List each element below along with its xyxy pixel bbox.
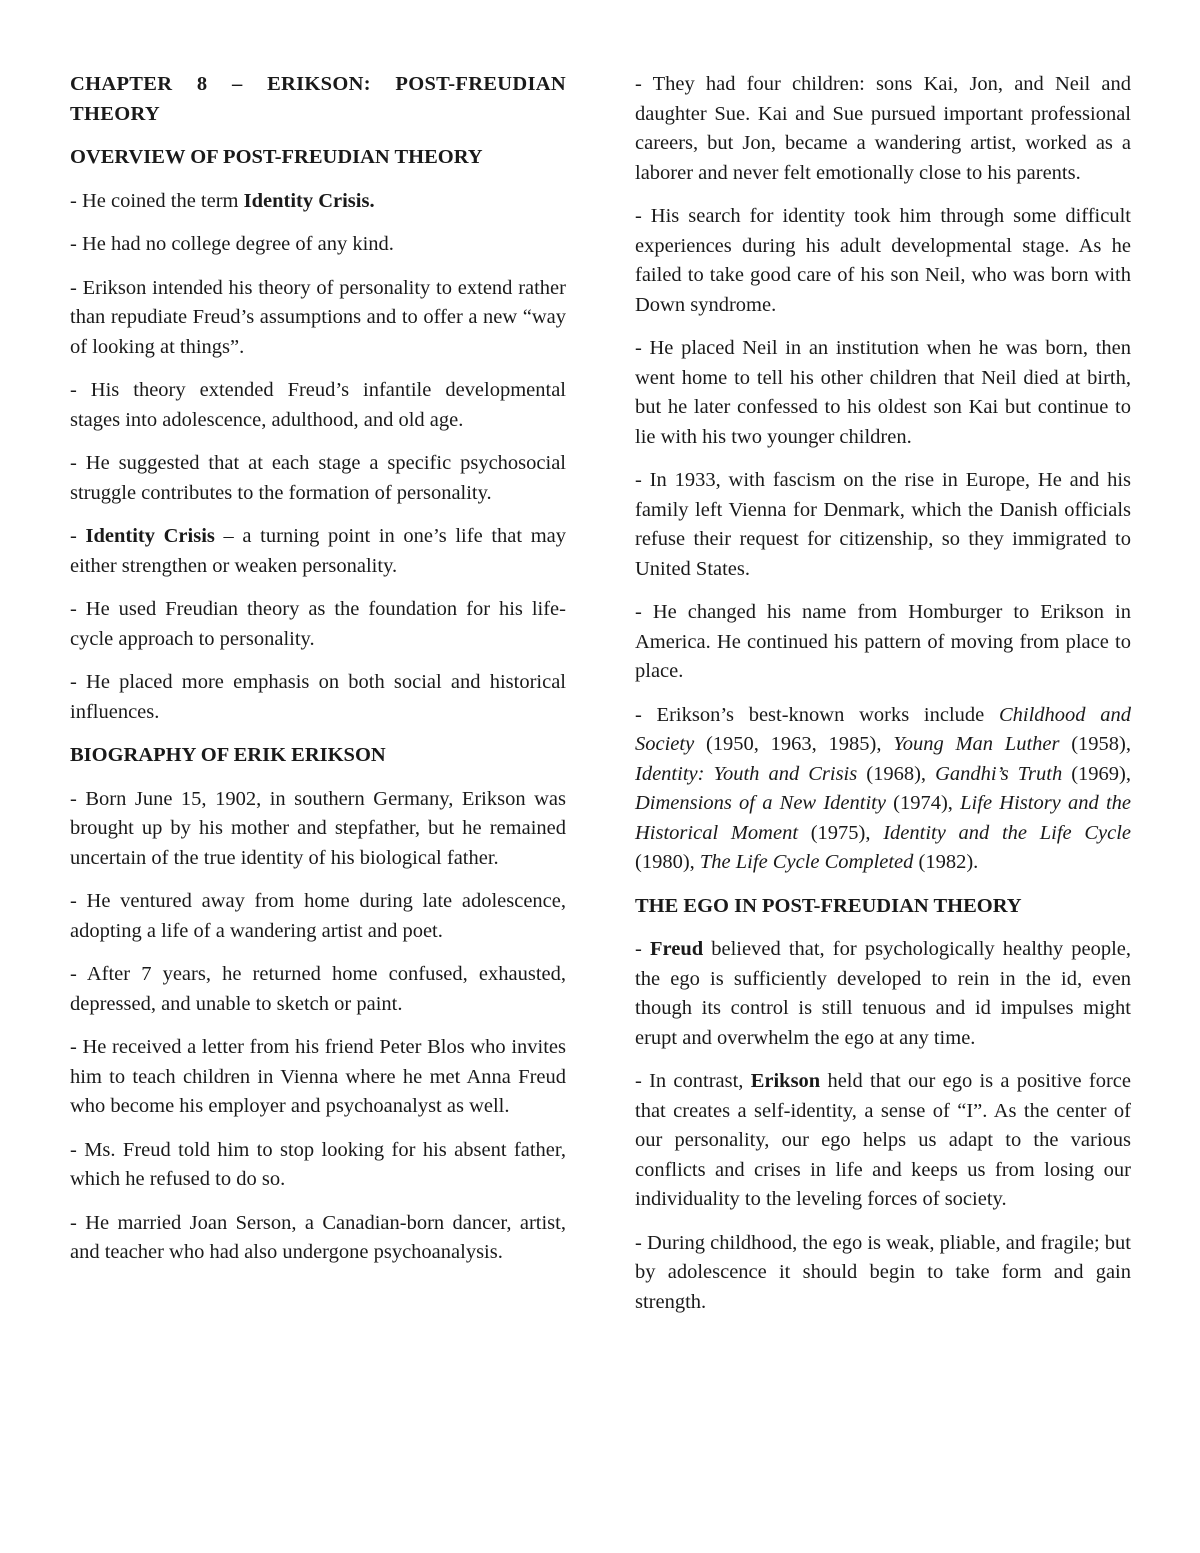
biography-paragraph: - After 7 years, he returned home confused, exhausted, depressed, and unable to sketch or paint.: [70, 963, 566, 1015]
biography-paragraph: - He changed his name from Homburger to Erikson in America. He continued his pattern of moving from place to place.: [635, 601, 1131, 682]
overview-paragraph: - He coined the term Identity Crisis.: [70, 189, 375, 212]
work-title: Young Man Luther: [893, 733, 1060, 755]
work-title: Dimensions of a New Identity: [635, 792, 886, 814]
biography-paragraph: - Born June 15, 1902, in southern Germany, Erikson was brought up by his mother and stepfather, but he remained uncertain of the true identity of his biological father.: [70, 787, 566, 869]
overview-paragraph: - Erikson intended his theory of personality to extend rather than repudiate Freud’s assumptions and to offer a new “way of looking at things”.: [70, 276, 566, 358]
bold-term: Erikson: [750, 1070, 821, 1092]
ego-paragraph: - Freud believed that, for psychologically healthy people, the ego is sufficiently developed to rein in the id, even though its control is still tenuous and id impulses might erupt and overwhelm the ego at any time.: [635, 938, 1132, 1049]
work-title: Life History and the Historical Moment: [635, 792, 1131, 844]
overview-paragraph: - He used Freudian theory as the foundation for his life-cycle approach to personality.: [70, 598, 566, 650]
ego-paragraph: - In contrast, Erikson held that our ego is a positive force that creates a self-identity, a sense of “I”. As the center of our personality, our ego helps us adapt to the various conflicts and crises in life and keeps us from losing our individuality to the leveling forces of society.: [635, 1070, 1132, 1210]
biography-paragraph: - They had four children: sons Kai, Jon, and Neil and daughter Sue. Kai and Sue pursued important professional careers, but Jon, became a wandering artist, worked as a laborer and never felt emotionally close to his parents.: [635, 73, 1131, 184]
works-paragraph: - Erikson’s best-known works include Childhood and Society (1950, 1963, 1985), Young Man Luther (1958), Identity: Youth and Crisis (1968), Gandhi’s Truth (1969), Dimensions of a New Identity (1974), Life History and the Historical Moment (1975), Identity and the Life Cycle (1980), The Life Cycle Completed (1982).: [635, 703, 1132, 873]
biography-heading: BIOGRAPHY OF ERIK ERIKSON: [70, 744, 386, 766]
ego-paragraph: - During childhood, the ego is weak, pliable, and fragile; but by adolescence it should begin to take form and gain strength.: [635, 1231, 1131, 1313]
biography-paragraph: - His search for identity took him through some difficult experiences during his adult developmental stage. As he failed to take good care of his son Neil, who was born with Down syndrome.: [635, 205, 1131, 316]
work-title: The Life Cycle Completed: [699, 851, 914, 873]
biography-paragraph: - Ms. Freud told him to stop looking for his absent father, which he refused to do so.: [70, 1138, 566, 1190]
biography-paragraph: - He placed Neil in an institution when he was born, then went home to tell his other children that Neil died at birth, but he later confessed to his oldest son Kai but continue to lie with his two younger children.: [635, 337, 1131, 448]
overview-paragraph: - He had no college degree of any kind.: [70, 233, 394, 255]
work-title: Childhood and Society: [635, 703, 1131, 755]
overview-paragraph: - He placed more emphasis on both social and historical influences.: [70, 671, 566, 723]
biography-paragraph: - He ventured away from home during late adolescence, adopting a life of a wandering artist and poet.: [70, 890, 566, 942]
bold-term: Identity Crisis.: [243, 189, 375, 212]
overview-heading: OVERVIEW OF POST-FREUDIAN THEORY: [70, 146, 483, 168]
biography-paragraph: - In 1933, with fascism on the rise in Europe, He and his family left Vienna for Denmark, which the Danish officials refuse their request for citizenship, so they immigrated to United States.: [635, 469, 1131, 580]
work-title: Identity and the Life Cycle: [883, 821, 1131, 844]
right-column: [635, 70, 1131, 1331]
biography-paragraph: - He married Joan Serson, a Canadian-born dancer, artist, and teacher who had also undergone psychoanalysis.: [70, 1211, 566, 1263]
ego-heading: THE EGO IN POST-FREUDIAN THEORY: [635, 894, 1022, 917]
overview-paragraph: - His theory extended Freud’s infantile developmental stages into adolescence, adulthood, and old age.: [70, 379, 566, 431]
overview-paragraph: - Identity Crisis – a turning point in one’s life that may either strengthen or weaken personality.: [70, 525, 567, 577]
work-title: Gandhi’s Truth: [935, 762, 1063, 785]
work-title: Identity: Youth and Crisis: [635, 762, 858, 785]
overview-paragraph: - He suggested that at each stage a specific psychosocial struggle contributes to the formation of personality.: [70, 452, 566, 504]
bold-term: Freud: [649, 938, 704, 960]
chapter-title: CHAPTER 8 – ERIKSON: POST-FREUDIAN THEORY: [70, 73, 566, 125]
bold-term: Identity Crisis: [85, 525, 215, 547]
biography-paragraph: - He received a letter from his friend Peter Blos who invites him to teach children in Vienna where he met Anna Freud who become his employer and psychoanalyst as well.: [70, 1036, 566, 1117]
left-column: [70, 70, 566, 1282]
